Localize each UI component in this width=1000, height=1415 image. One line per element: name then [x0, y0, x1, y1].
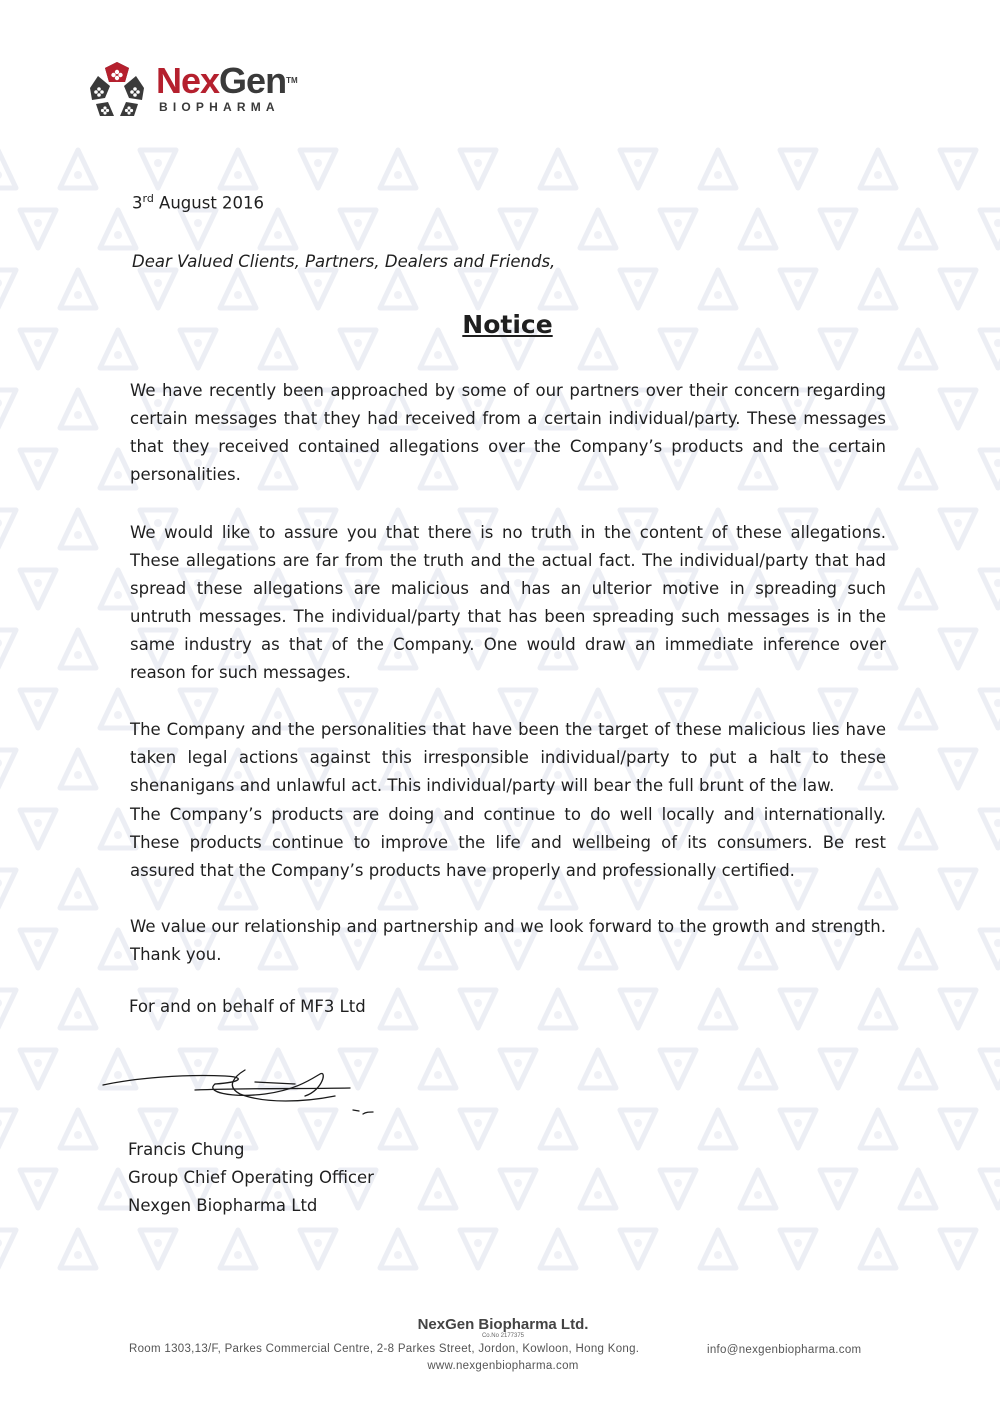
footer-website[interactable]: www.nexgenbiopharma.com — [427, 1360, 579, 1372]
company-logo — [86, 58, 326, 120]
footer-company-name: NexGen Biopharma Ltd. — [417, 1316, 589, 1333]
closing-line: For and on behalf of MF3 Ltd — [129, 997, 366, 1016]
date-month-year: August 2016 — [153, 193, 265, 213]
body-paragraph-5: We value our relationship and partnership and we look forward to the growth and strength. Thank you. — [130, 917, 886, 964]
signatory-company: Nexgen Biopharma Ltd — [128, 1196, 318, 1215]
signatory-role: Group Chief Operating Officer — [128, 1168, 374, 1187]
brand-name-primary: Nex — [156, 60, 220, 101]
body-paragraph-4: The Company’s products are doing and continue to do well locally and internationally. These products continue to improve the life and wellbeing of its consumers. Be rest assured that the Company’s products have properly and professionally certified. — [130, 805, 886, 880]
letter-date — [132, 192, 264, 213]
notice-title: Notice — [462, 310, 553, 339]
handwritten-signature — [95, 1060, 395, 1130]
nexgen-logo-icon — [86, 58, 148, 120]
brand-subtitle: BIOPHARMA — [159, 100, 280, 114]
signatory-name: Francis Chung — [128, 1140, 245, 1159]
body-paragraph-3: The Company and the personalities that have been the target of these malicious lies have taken legal actions against this irresponsible individual/party to put a halt to these shenanigans and unlawful act. This individual/party will bear the full brunt of the law. — [130, 720, 886, 795]
body-paragraph-2: We would like to assure you that there is no truth in the content of these allegations. These allegations are far from the truth and the actual fact. The individual/party that had spread these allegations are malicious and has an ulterior motive in spreading such untruth messages. The individual/party that has been spreading such messages is in the same industry as that of the Company. One would draw an immediate inference over reason for such messages. — [130, 523, 886, 682]
footer-registration: Co.No 2177375 — [481, 1333, 525, 1339]
trademark-mark: TM — [286, 76, 298, 85]
footer-address: Room 1303,13/F, Parkes Commercial Centre, 2-8 Parkes Street, Jordon, Kowloon, Hong Kong. — [129, 1343, 640, 1355]
body-paragraph-1: We have recently been approached by some of our partners over their concern regarding certain messages that they had received from a certain individual/party. These messages that they received contained allegations over the Company’s products and the certain personalities. — [130, 381, 886, 484]
date-suffix: rd — [142, 192, 154, 205]
brand-name — [156, 60, 298, 102]
date-day: 3 — [132, 193, 143, 213]
footer-email[interactable]: info@nexgenbiopharma.com — [707, 1344, 862, 1356]
brand-name-secondary: Gen — [219, 60, 287, 101]
salutation: Dear Valued Clients, Partners, Dealers and Friends, — [132, 252, 556, 271]
